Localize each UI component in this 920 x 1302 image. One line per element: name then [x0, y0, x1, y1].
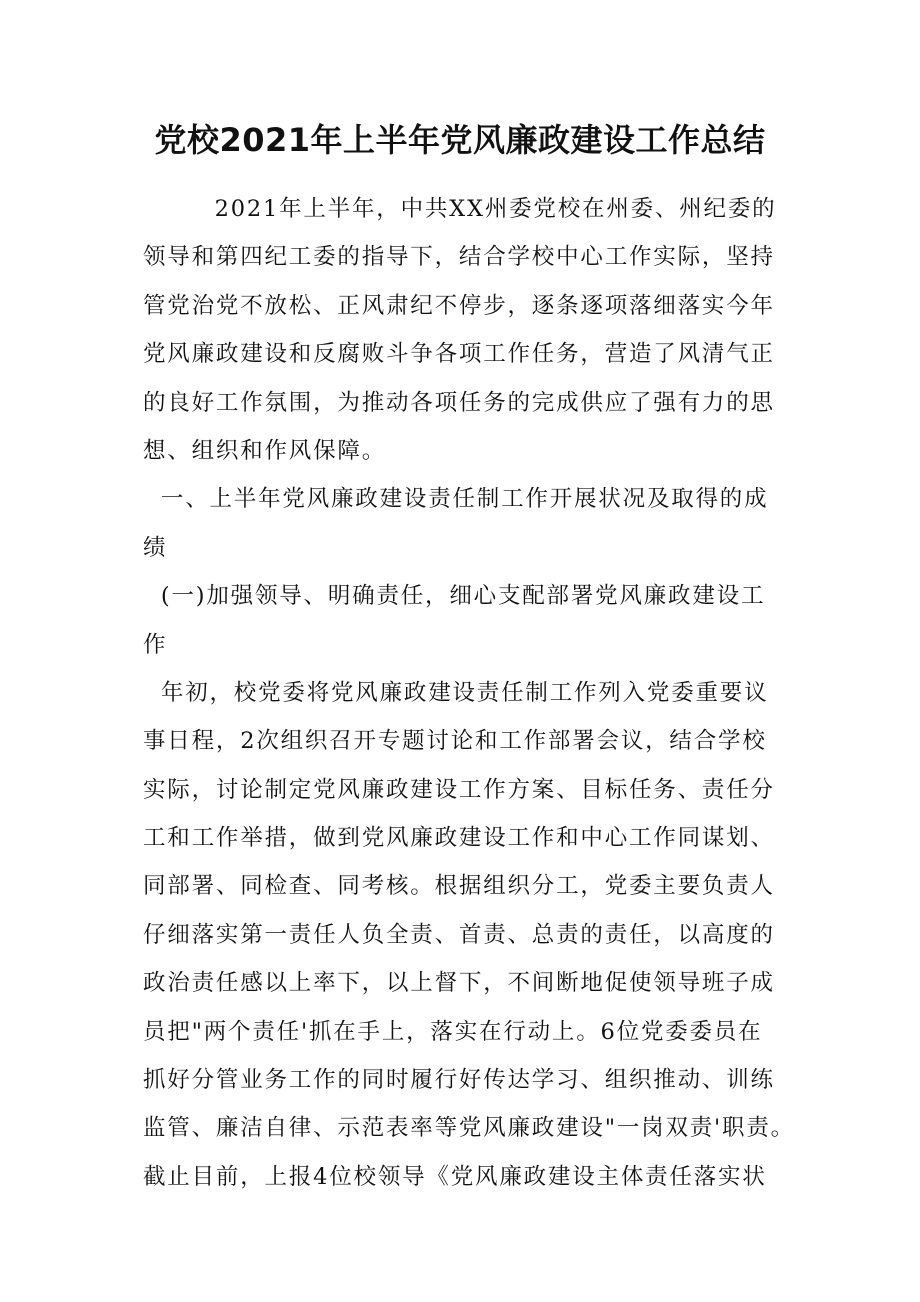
- paragraph-line-16: 监管、廉洁自律、示范表率等党风廉政建设"一岗双责'职责。: [143, 1115, 795, 1142]
- paragraph-line-10: 工和工作举措，做到党风廉政建设工作和中心工作同谋划、: [143, 825, 775, 852]
- paragraph-line-1: 2021年上半年，中共XX州委党校在州委、州纪委的: [143, 196, 777, 222]
- subsection-heading-line-2: 作: [143, 631, 168, 658]
- paragraph-line-9: 实际，讨论制定党风廉政建设工作方案、目标任务、责任分: [143, 776, 775, 803]
- subsection-heading-line-1: (一)加强领导、明确责任，细心支配部署党风廉政建设工: [143, 583, 766, 610]
- paragraph-line-17: 截止目前，上报4位校领导《党风廉政建设主体责任落实状: [143, 1163, 767, 1190]
- paragraph-line-11: 同部署、同检查、同考核。根据组织分工，党委主要负责人: [143, 873, 775, 900]
- document-title: 党校2021年上半年党风廉政建设工作总结: [154, 121, 766, 159]
- section-heading-line-2: 绩: [143, 534, 168, 561]
- section-heading-line-1: 一、上半年党风廉政建设责任制工作开展状况及取得的成: [143, 486, 769, 513]
- paragraph-line-7: 年初，校党委将党风廉政建设责任制工作列入党委重要议: [143, 679, 769, 706]
- paragraph-line-4: 党风廉政建设和反腐败斗争各项工作任务，营造了风清气正: [143, 341, 775, 368]
- paragraph-line-5: 的良好工作氛围，为推动各项任务的完成供应了强有力的思: [143, 389, 775, 416]
- paragraph-line-15: 抓好分管业务工作的同时履行好传达学习、组织推动、训练: [143, 1067, 775, 1094]
- paragraph-line-12: 仔细落实第一责任人负全责、首责、总责的责任，以高度的: [143, 921, 775, 948]
- document-body: [143, 185, 795, 1201]
- paragraph-line-2: 领导和第四纪工委的指导下，结合学校中心工作实际，坚持: [143, 244, 775, 271]
- paragraph-line-8: 事日程，2次组织召开专题讨论和工作部署会议，结合学校: [143, 728, 767, 755]
- paragraph-line-3: 管党治党不放松、正风肃纪不停步，逐条逐项落细落实今年: [143, 292, 775, 319]
- paragraph-line-6: 想、组织和作风保障。: [143, 437, 387, 464]
- paragraph-line-14: 员把"两个责任'抓在手上，落实在行动上。6位党委委员在: [143, 1018, 763, 1045]
- paragraph-line-13: 政治责任感以上率下，以上督下，不间断地促使领导班子成: [143, 970, 775, 997]
